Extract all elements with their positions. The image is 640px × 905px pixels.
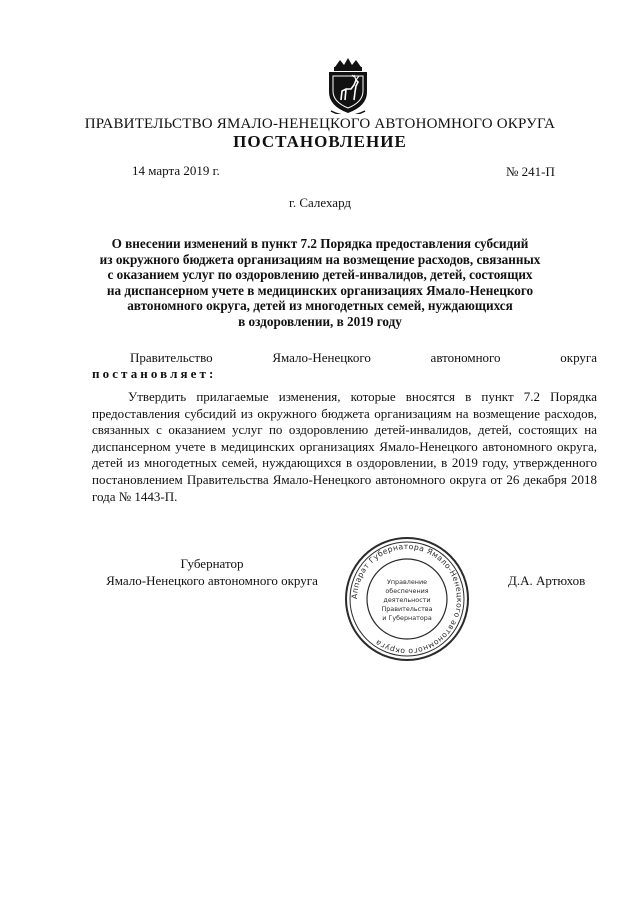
- document-date: 14 марта 2019 г.: [132, 163, 220, 178]
- title-line: из окружного бюджета организациям на возмещение расходов, связанных: [99, 251, 541, 267]
- preamble-word: Правительство: [130, 350, 213, 365]
- document-number: № 241-П: [506, 164, 555, 179]
- stamp-center-line: деятельности: [383, 596, 431, 604]
- stamp-ring-text: Аппарат Губернатора Ямало-Ненецкого автономного округа: [349, 541, 465, 657]
- preamble-line: [92, 350, 597, 366]
- document-city: г. Салехард: [288, 195, 352, 210]
- stamp-center-line: Правительства: [381, 605, 433, 613]
- official-stamp-icon: [343, 535, 471, 663]
- government-name: ПРАВИТЕЛЬСТВО ЯМАЛО-НЕНЕЦКОГО АВТОНОМНОГО ОКРУГА: [84, 116, 556, 132]
- stamp-center-line: и Губернатора: [382, 614, 432, 622]
- body-paragraph: Утвердить прилагаемые изменения, которые вносятся в пункт 7.2 Порядка предоставления субсидий из окружного бюджета организациям на возмещение расходов, связанных с оказанием услуг по оздоровлению детей-инвалидов, детей, состоящих на диспансерном учете в медицинских организациях Ямало-Ненецкого автономного округа, детей из многодетных семей, нуждающихся в оздоровлении, в 2019 году, утвержденного постановлением Правительства Ямало-Ненецкого автономного округа от 26 декабря 2018 года № 1443-П.: [92, 389, 597, 504]
- preamble: [92, 350, 597, 382]
- decree-word: постановляет:: [92, 366, 217, 381]
- title-line: О внесении изменений в пункт 7.2 Порядка предоставления субсидий: [111, 236, 529, 251]
- document-type: ПОСТАНОВЛЕНИЕ: [233, 132, 407, 151]
- title-line: в оздоровлении, в 2019 году: [238, 313, 402, 329]
- coat-of-arms-icon: [325, 58, 371, 114]
- stamp-center-line: обеспечения: [385, 587, 429, 595]
- preamble-word: автономного: [430, 350, 501, 365]
- title-line: на диспансерном учете в медицинских организациях Ямало-Ненецкого: [106, 282, 534, 298]
- document-title: [90, 236, 550, 330]
- signer-title-line: Губернатор: [180, 556, 244, 571]
- stamp-center-line: Управление: [386, 578, 428, 586]
- signer-title: [92, 555, 332, 589]
- signer-name: Д.А. Артюхов: [508, 573, 586, 588]
- preamble-word: Ямало-Ненецкого: [272, 350, 371, 365]
- signer-title-line: Ямало-Ненецкого автономного округа: [106, 573, 318, 588]
- preamble-word: округа: [560, 350, 597, 365]
- title-line: с оказанием услуг по оздоровлению детей-инвалидов, детей, состоящих: [107, 267, 533, 283]
- title-line: автономного округа, детей из многодетных семей, нуждающихся: [127, 298, 513, 314]
